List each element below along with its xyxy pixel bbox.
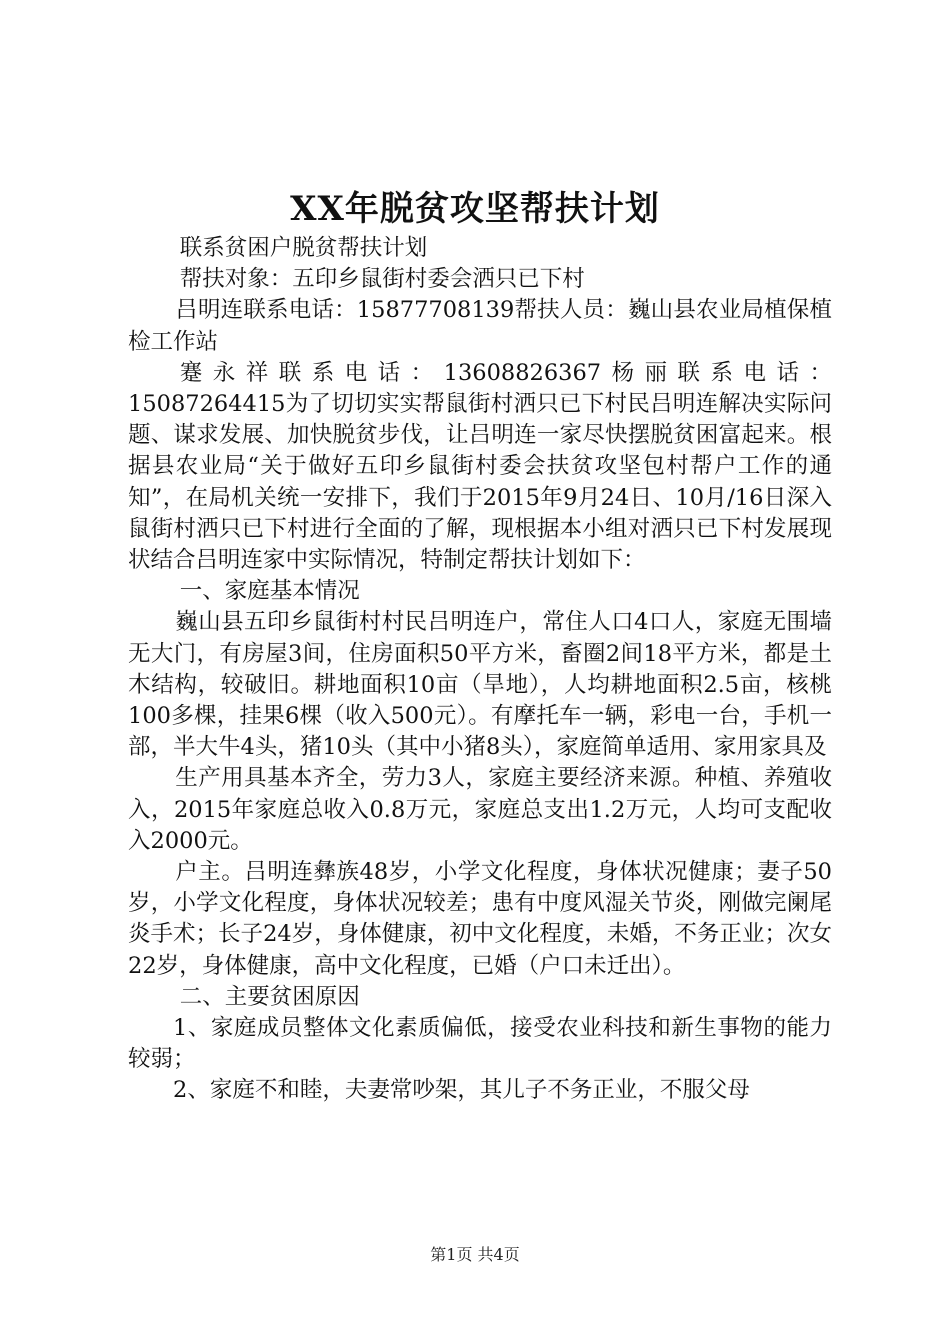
paragraph: 吕明连联系电话：15877708139帮扶人员：巍山县农业局植保植检工作站 (128, 297, 832, 355)
paragraph: 2、家庭不和睦，夫妻常吵架，其儿子不务正业，不服父母 (173, 1077, 750, 1104)
section-heading: 一、家庭基本情况 (179, 578, 360, 605)
paragraph: 1、家庭成员整体文化素质偏低，接受农业科技和新生事物的能力较弱； (128, 1015, 832, 1073)
paragraph: 生产用具基本齐全，劳力3人，家庭主要经济来源。种植、养殖收入，2015年家庭总收入0.8万元，家庭总支出1.2万元，人均可支配收入2000元。 (128, 765, 832, 854)
paragraph: 户主。吕明连彝族48岁，小学文化程度，身体状况健康；妻子50岁，小学文化程度，身体状况较差；患有中度风湿关节炎，刚做完阑尾炎手术；长子24岁，身体健康，初中文化程度，未婚，不务正业；次女22岁，身体健康，高中文化程度，已婚（户口未迁出）。 (128, 859, 832, 979)
document-title: XX年脱贫攻坚帮扶计划 (290, 189, 660, 229)
paragraph: 联系贫困户脱贫帮扶计划 (179, 235, 428, 261)
paragraph: 帮扶对象：五印乡鼠街村委会洒只已下村 (179, 266, 585, 293)
paragraph: 巍山县五印乡鼠街村村民吕明连户，常住人口4口人，家庭无围墙无大门，有房屋3间，住房面积50平方米，畜圈2间18平方米，都是土木结构，较破旧。耕地面积10亩（旱地），人均耕地面积2.5亩，核桃100多棵，挂果6棵（收入500元）。有摩托车一辆，彩电一台，手机一部，半大牛4头，猪10头（其中小猪8头），家庭简单适用、家用家具及 (128, 609, 832, 761)
paragraph: 蹇永祥联系电话：13608826367杨丽联系电话：15087264415为了切切实实帮鼠街村洒只已下村民吕明连解决实际问题、谋求发展、加快脱贫步伐，让吕明连一家尽快摆脱贫困富起来。根据县农业局“关于做好五印乡鼠街村委会扶贫攻坚包村帮户工作的通知”，在局机关统一安排下，我们于2015年9月24日、10月/16日深入鼠街村洒只已下村进行全面的了解，现根据本小组对洒只已下村发展现状结合吕明连家中实际情况，特制定帮扶计划如下： (128, 359, 832, 574)
document-body (128, 233, 832, 1107)
page-footer: 第1页 共4页 (430, 1245, 520, 1264)
section-heading: 二、主要贫困原因 (179, 983, 360, 1010)
